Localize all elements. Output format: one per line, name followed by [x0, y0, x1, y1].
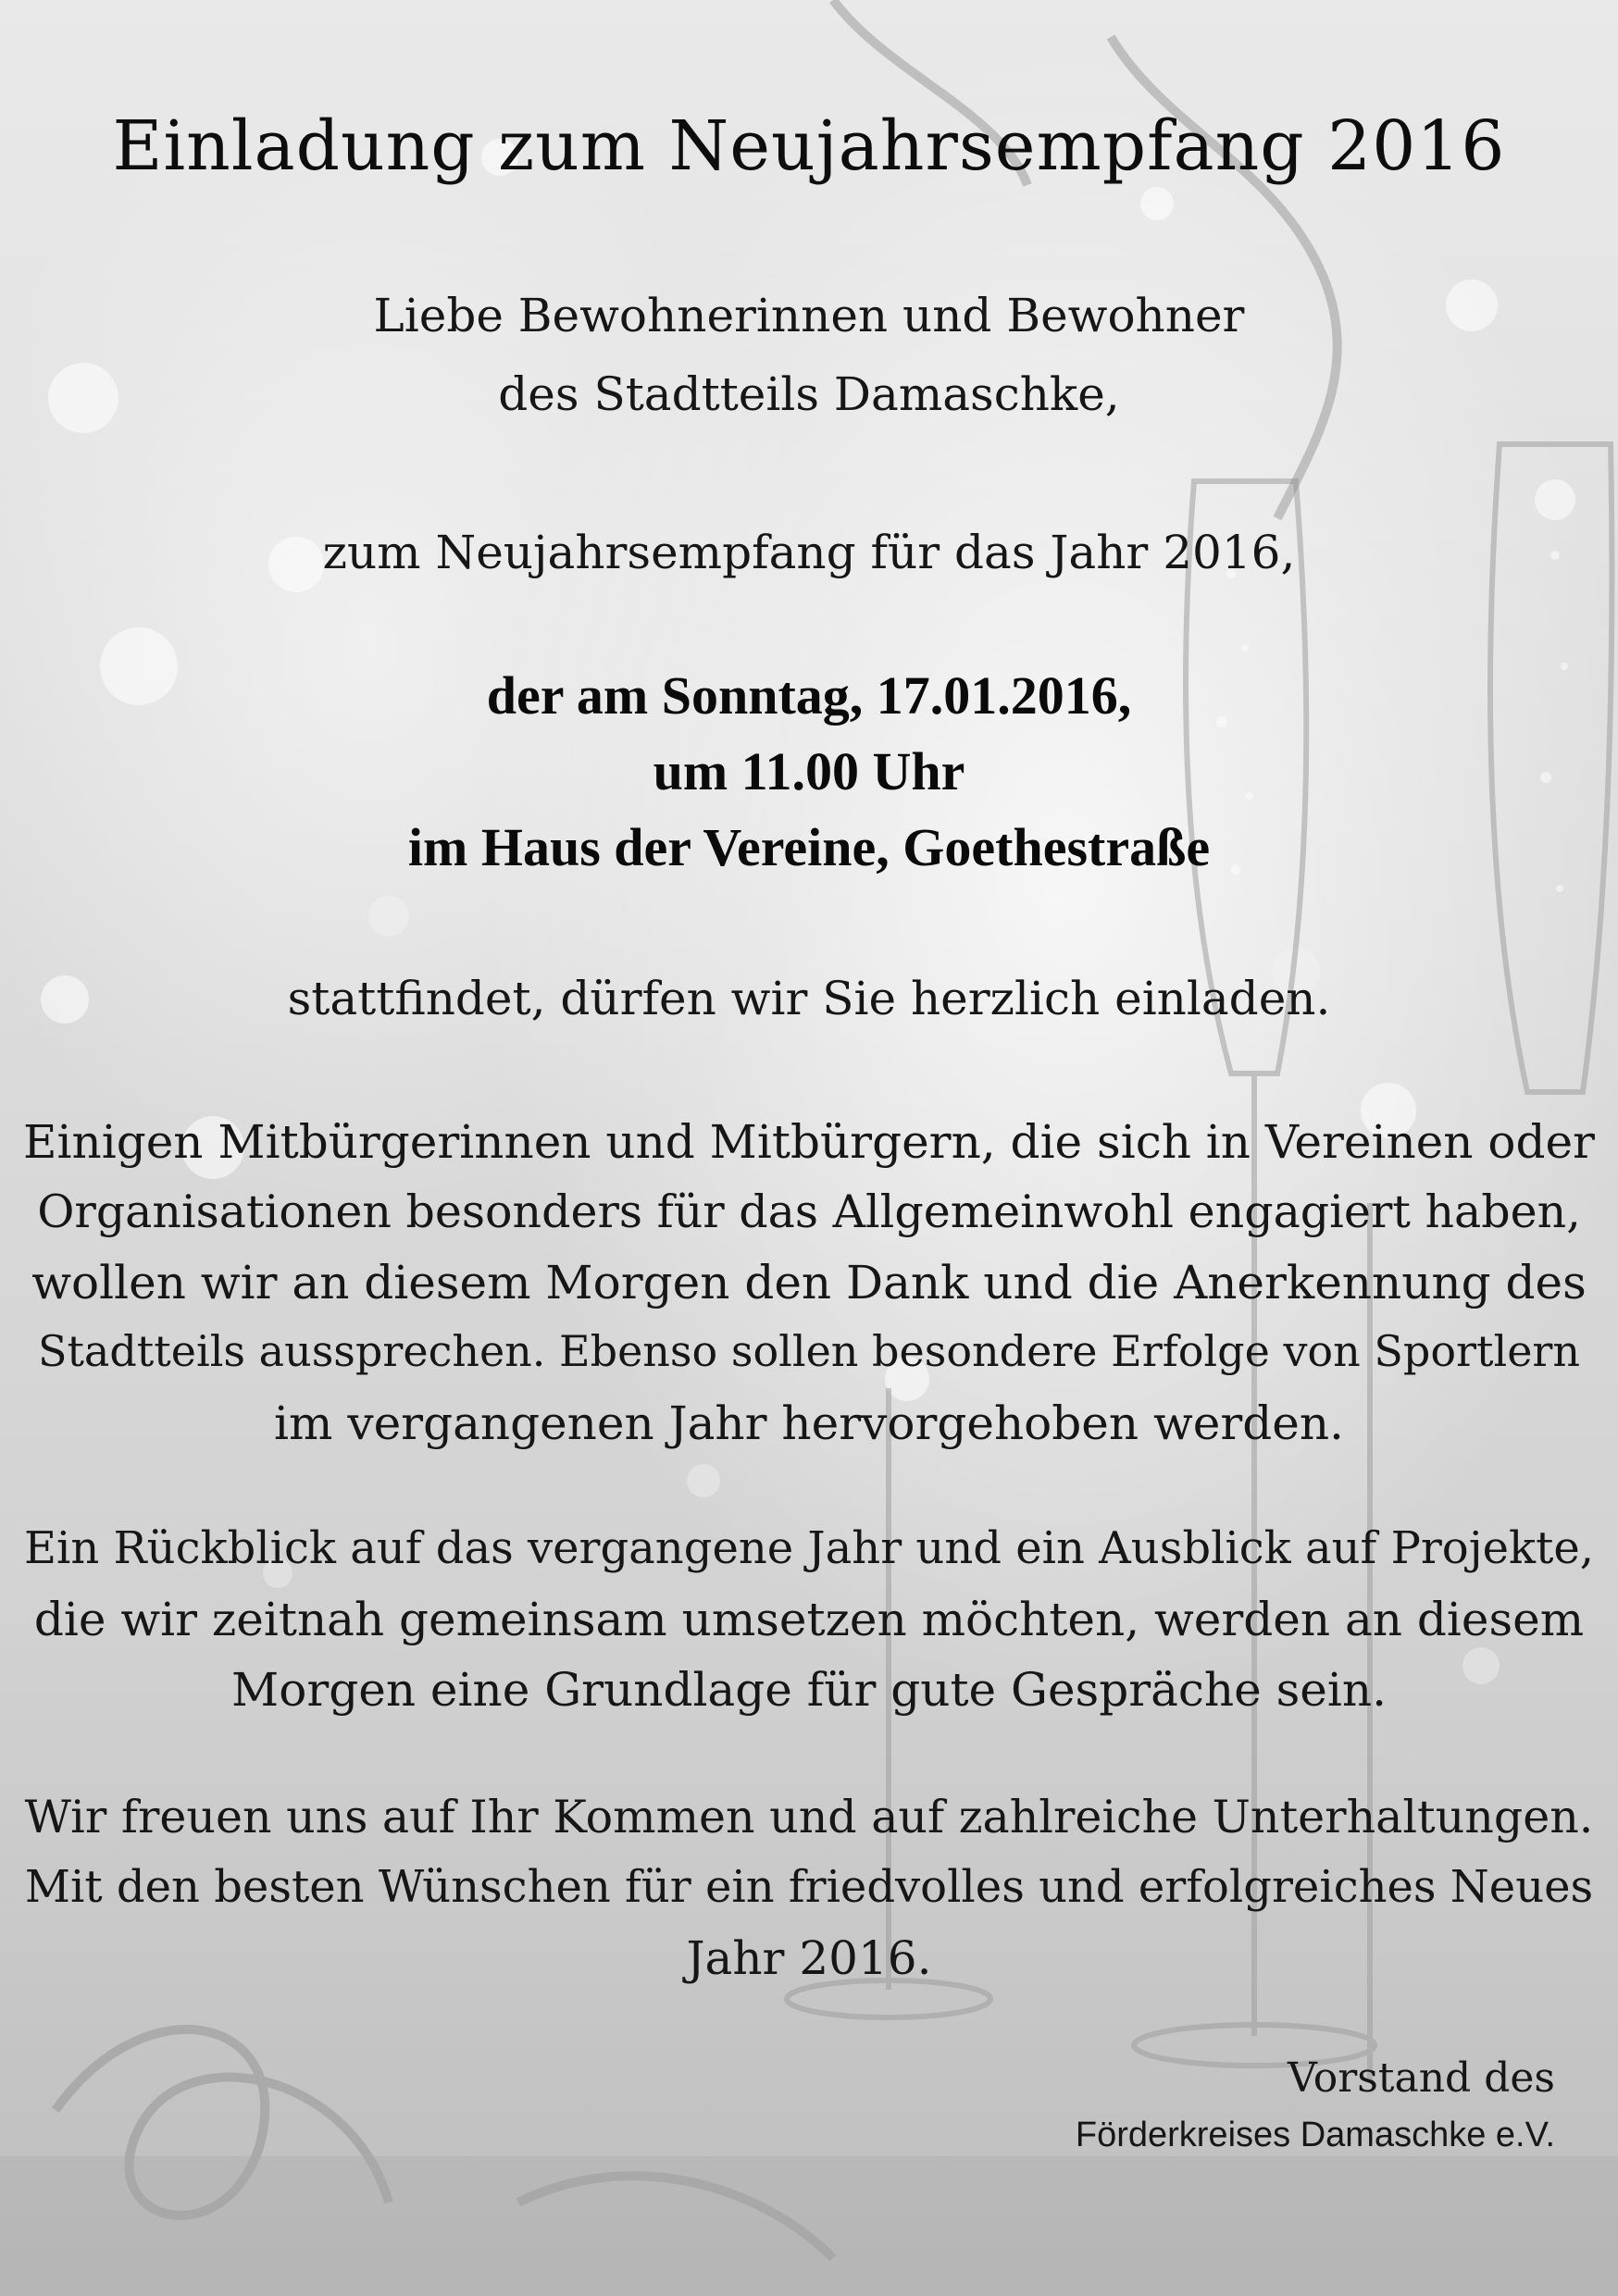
paragraph1-line: im vergangenen Jahr hervorgehoben werden.: [274, 1396, 1344, 1450]
paragraph1-line: Organisationen besonders für das Allgemeinwohl engagiert haben,: [37, 1185, 1581, 1238]
paragraph2-line: Ein Rückblick auf das vergangene Jahr und ein Ausblick auf Projekte,: [23, 1522, 1595, 1574]
paragraph2-line: die wir zeitnah gemeinsam umsetzen möchten, werden an diesem: [33, 1593, 1585, 1646]
signature-line-1: Vorstand des: [1287, 2054, 1555, 2102]
paragraph2-line: Morgen eine Grundlage für gute Gespräche sein.: [231, 1663, 1387, 1717]
greeting-line-2: des Stadtteils Damaschke,: [498, 367, 1120, 421]
paragraph1-line: wollen wir an diesem Morgen den Dank und die Anerkennung des: [31, 1256, 1587, 1309]
intro-line: zum Neujahrsempfang für das Jahr 2016,: [322, 526, 1296, 579]
invitation-title: Einladung zum Neujahrsempfang 2016: [112, 106, 1506, 186]
greeting-line-1: Liebe Bewohnerinnen und Bewohner: [373, 289, 1245, 342]
paragraph3-line: Mit den besten Wünschen für ein friedvolles und erfolgreiches Neues: [24, 1861, 1594, 1913]
paragraph3-line: Wir freuen uns auf Ihr Kommen und auf zahlreiche Unterhaltungen.: [24, 1791, 1594, 1843]
event-location: im Haus der Vereine, Goethestraße: [407, 817, 1211, 877]
paragraph3-line: Jahr 2016.: [686, 1931, 932, 1985]
event-date: der am Sonntag, 17.01.2016,: [486, 665, 1132, 726]
paragraph1-line: Einigen Mitbürgerinnen und Mitbürgern, die sich in Vereinen oder: [23, 1115, 1595, 1169]
signature-line-2: Förderkreises Damaschke e.V.: [1075, 2116, 1555, 2154]
invite-line: stattfindet, dürfen wir Sie herzlich einladen.: [287, 972, 1331, 1025]
event-time: um 11.00 Uhr: [653, 741, 965, 801]
paragraph1-line: Stadtteils aussprechen. Ebenso sollen besondere Erfolge von Sportlern: [37, 1326, 1581, 1376]
